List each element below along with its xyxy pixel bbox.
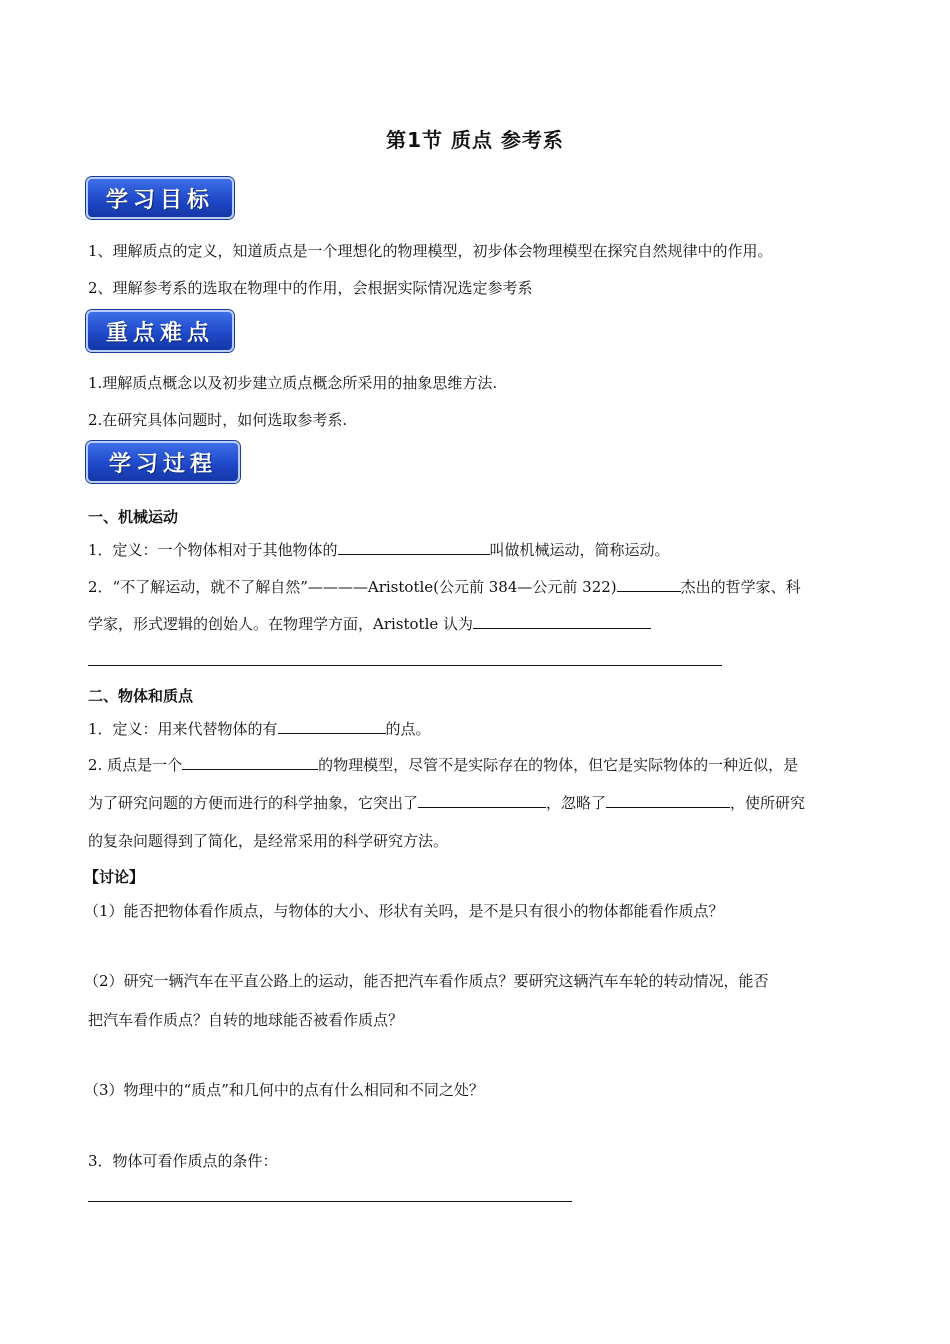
answer-line[interactable]: [88, 665, 722, 666]
objective-2: 2、理解参考系的选取在物理中的作用，会根据实际情况选定参考系: [88, 279, 533, 297]
page-title: 第1节 质点 参考系: [386, 128, 564, 152]
section2-heading: 二、物体和质点: [88, 687, 194, 705]
section1-q2-text-c: 学家，形式逻辑的创始人。在物理学方面，Aristotle 认为: [88, 615, 474, 633]
badge-learning-objectives: 学习目标: [86, 177, 234, 219]
fill-blank[interactable]: [473, 614, 651, 629]
section1-q2-text-b: 杰出的哲学家、科: [680, 578, 801, 596]
section2-q1: [88, 719, 431, 739]
key-point-2: 2.在研究具体问题时，如何选取参考系.: [88, 411, 348, 429]
key-point-1: 1.理解质点概念以及初步建立质点概念所采用的抽象思维方法.: [88, 374, 498, 392]
section2-q2-text-e: ，使所研究: [730, 794, 806, 812]
section2-q2-text-c: 为了研究问题的方便而进行的科学抽象，它突出了: [88, 794, 419, 812]
objective-1: 1、理解质点的定义，知道质点是一个理想化的物理模型，初步体会物理模型在探究自然规律中的作用。: [88, 242, 773, 260]
section1-q1-text-a: 1．定义：一个物体相对于其他物体的: [88, 541, 338, 559]
section2-q2-text-b: 的物理模型，尽管不是实际存在的物体，但它是实际物体的一种近似，是: [318, 756, 799, 774]
section1-q2: [88, 577, 801, 597]
discussion-2: （2）研究一辆汽车在平直公路上的运动，能否把汽车看作质点？要研究这辆汽车车轮的转动情况，能否: [84, 972, 769, 990]
discussion-label: 【讨论】: [84, 868, 145, 886]
section2-q3: 3．物体可看作质点的条件：: [88, 1152, 278, 1170]
badge-key-points: 重点难点: [86, 310, 234, 352]
fill-blank[interactable]: [182, 755, 318, 770]
fill-blank[interactable]: [278, 719, 386, 734]
section1-q1: [88, 540, 670, 560]
section2-q1-text-b: 的点。: [385, 720, 431, 738]
fill-blank[interactable]: [418, 793, 546, 808]
section2-q1-text-a: 1．定义：用来代替物体的有: [88, 720, 278, 738]
discussion-2-cont: 把汽车看作质点？自转的地球能否被看作质点？: [88, 1011, 404, 1029]
fill-blank[interactable]: [617, 577, 681, 592]
discussion-1: （1）能否把物体看作质点，与物体的大小、形状有关吗，是不是只有很小的物体都能看作质点？: [84, 902, 724, 920]
fill-blank[interactable]: [606, 793, 730, 808]
section2-q2-cont2: 的复杂问题得到了简化，是经常采用的科学研究方法。: [88, 832, 449, 850]
section2-q2-text-a: 2. 质点是一个: [88, 756, 183, 774]
discussion-3: （3）物理中的“质点”和几何中的点有什么相同和不同之处？: [84, 1081, 484, 1099]
section1-q1-text-b: 叫做机械运动，简称运动。: [489, 541, 670, 559]
section1-heading: 一、机械运动: [88, 508, 179, 526]
badge-learning-process: 学习过程: [86, 441, 240, 483]
section1-q2-cont: [88, 614, 651, 634]
section2-q2: [88, 755, 798, 775]
section2-q2-cont: [88, 793, 805, 813]
section1-q2-text-a: 2．“不了解运动，就不了解自然”————Aristotle(公元前 384—公元前 322): [88, 578, 617, 596]
section2-q2-text-d: ，忽略了: [546, 794, 607, 812]
answer-line[interactable]: [88, 1201, 572, 1202]
fill-blank[interactable]: [338, 540, 490, 555]
